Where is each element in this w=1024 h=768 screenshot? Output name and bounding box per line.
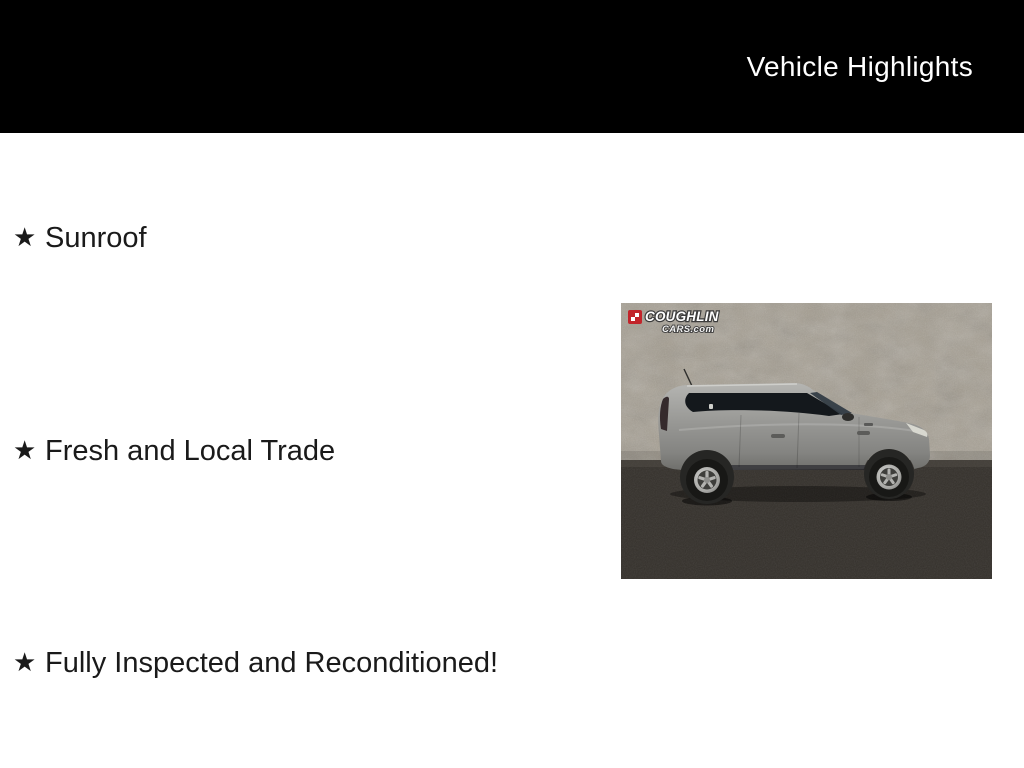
car-rear-wheel	[686, 459, 728, 501]
watermark-brand-text: COUGHLIN	[645, 309, 719, 324]
watermark-suffix-text: CARS.com	[662, 324, 715, 335]
highlight-label: Fresh and Local Trade	[45, 434, 336, 467]
star-icon: ★	[13, 647, 37, 677]
highlight-label: Sunroof	[45, 221, 147, 254]
highlight-item-sunroof	[13, 220, 147, 256]
highlight-item-inspected	[13, 645, 498, 681]
car-door-handle	[857, 431, 870, 435]
vehicle-photo-art	[621, 303, 992, 579]
car-door-handle	[771, 434, 785, 438]
car-front-wheel	[869, 457, 909, 497]
photo-asphalt-ground	[621, 460, 992, 579]
car-mirror	[842, 413, 854, 421]
vehicle-photo	[621, 303, 992, 579]
highlight-label: Fully Inspected and Reconditioned!	[45, 646, 499, 679]
star-icon: ★	[13, 435, 37, 465]
highlight-item-trade	[13, 433, 335, 469]
header-bar	[0, 0, 1024, 133]
star-icon: ★	[13, 222, 37, 252]
page-title: Vehicle Highlights	[746, 50, 973, 82]
